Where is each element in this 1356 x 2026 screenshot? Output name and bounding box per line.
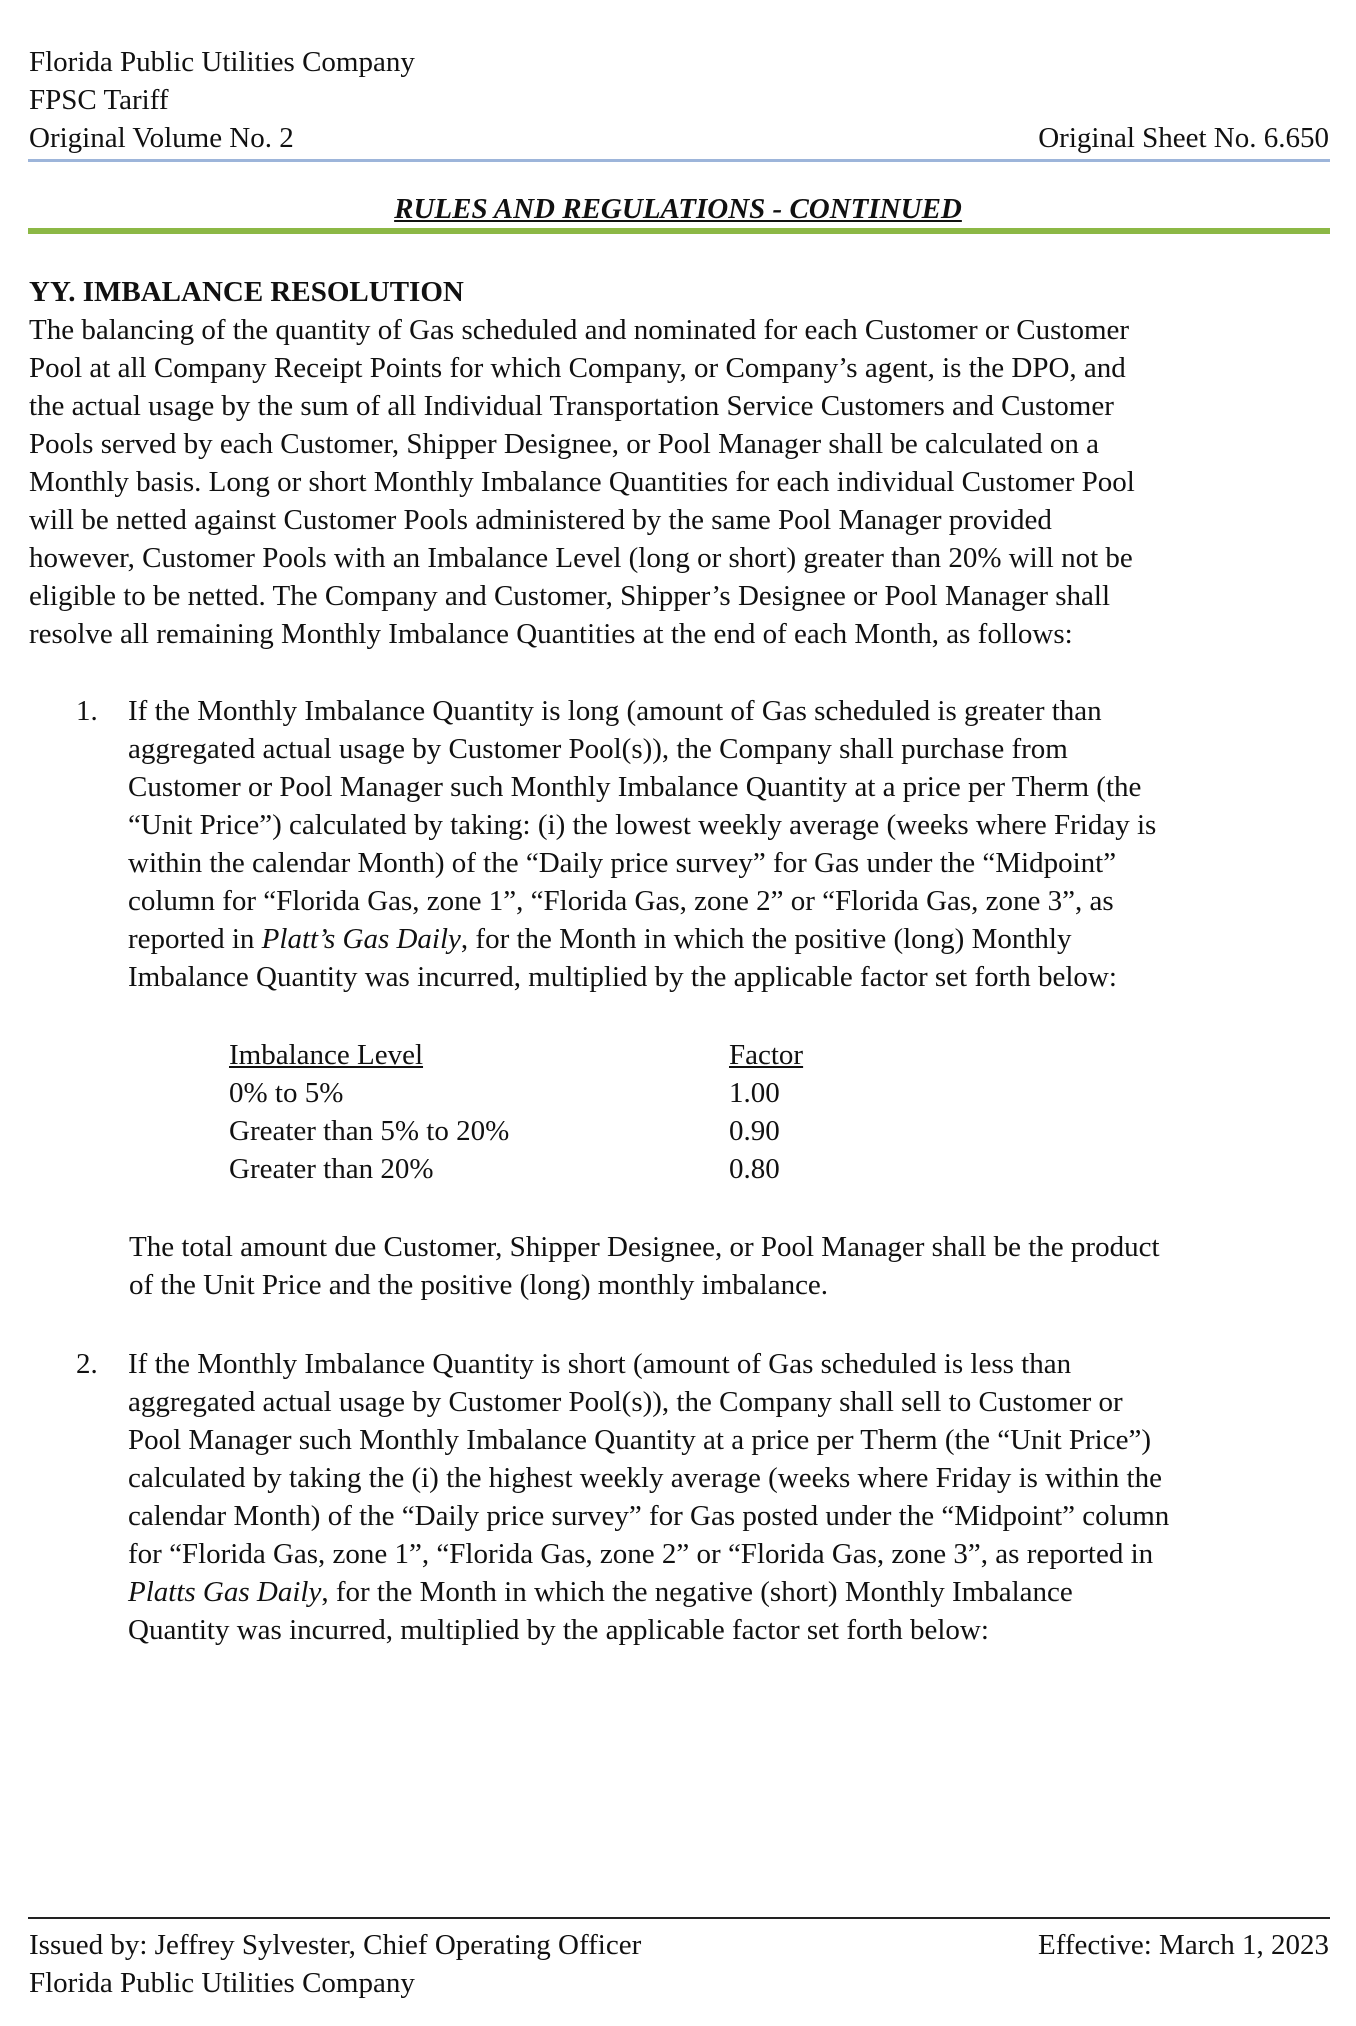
intro-line: eligible to be netted. The Company and Customer, Shipper’s Designee or Pool Manager shall [29,580,1111,612]
intro-line: Pools served by each Customer, Shipper Designee, or Pool Manager shall be calculated on a [29,428,1099,460]
factor-value: 0.90 [729,1115,780,1147]
intro-line: Pool at all Company Receipt Points for which Company, or Company’s agent, is the DPO, and [29,352,1126,384]
publication-name: Platt’s Gas Daily [261,923,461,955]
intro-line: however, Customer Pools with an Imbalance Level (long or short) greater than 20% will not be [29,542,1133,574]
intro-line: Monthly basis. Long or short Monthly Imbalance Quantities for each individual Customer Pool [29,466,1135,498]
list-item-text [128,692,1156,996]
list-item-number: 2. [76,1348,98,1380]
intro-line: will be netted against Customer Pools administered by the same Pool Manager provided [29,504,1052,536]
section-divider [28,228,1330,234]
item-line: Customer or Pool Manager such Monthly Imbalance Quantity at a price per Therm (the [128,771,1142,803]
footer-divider [28,1917,1330,1919]
paragraph-line: The total amount due Customer, Shipper Designee, or Pool Manager shall be the product [129,1231,1160,1263]
item-line: “Unit Price”) calculated by taking: (i) the lowest weekly average (weeks where Friday is [128,809,1157,841]
intro-line: The balancing of the quantity of Gas scheduled and nominated for each Customer or Customer [29,314,1130,346]
factor-table [229,1036,849,1188]
item-line: for “Florida Gas, zone 1”, “Florida Gas, zone 2” or “Florida Gas, zone 3”, as reported in [128,1538,1154,1570]
intro-line: the actual usage by the sum of all Individual Transportation Service Customers and Customer [29,390,1114,422]
header-imbalance-level: Imbalance Level [229,1039,424,1071]
table-row [229,1150,849,1188]
list-item-text [128,1345,1169,1649]
header-factor: Factor [729,1039,804,1071]
item-line: Imbalance Quantity was incurred, multiplied by the applicable factor set forth below: [128,961,1117,993]
list-item-number: 1. [76,695,98,727]
item-line: Quantity was incurred, multiplied by the applicable factor set forth below: [128,1614,989,1646]
footer-effective-date: Effective: March 1, 2023 [1038,1929,1329,1961]
header-divider [28,159,1330,162]
header-volume: Original Volume No. 2 [29,122,294,154]
item-line: within the calendar Month) of the “Daily price survey” for Gas under the “Midpoint” [128,847,1117,879]
table-row [229,1074,849,1112]
footer-company: Florida Public Utilities Company [29,1967,415,1999]
item-line: If the Monthly Imbalance Quantity is short (amount of Gas scheduled is less than [128,1348,1072,1380]
imbalance-level: Greater than 5% to 20% [229,1115,510,1147]
total-amount-paragraph [129,1228,1356,1304]
item-line: aggregated actual usage by Customer Pool(s)), the Company shall purchase from [128,733,1068,765]
imbalance-level: Greater than 20% [229,1153,434,1185]
header-sheet-number: Original Sheet No. 6.650 [1038,122,1329,154]
table-row [229,1112,849,1150]
footer-issued-row [29,1926,1329,1964]
item-line-tail: , for the Month in which the negative (short) Monthly Imbalance [321,1576,1073,1608]
paragraph-line: of the Unit Price and the positive (long) monthly imbalance. [129,1269,829,1301]
factor-value: 1.00 [729,1077,780,1109]
item-line: aggregated actual usage by Customer Pool(s)), the Company shall sell to Customer or [128,1386,1123,1418]
item-line-tail: , for the Month in which the positive (long) Monthly [460,923,1072,955]
intro-line: resolve all remaining Monthly Imbalance Quantities at the end of each Month, as follows: [29,618,1073,650]
item-line: Pool Manager such Monthly Imbalance Quantity at a price per Therm (the “Unit Price”) [128,1424,1151,1456]
item-line: calendar Month) of the “Daily price survey” for Gas posted under the “Midpoint” column [128,1500,1170,1532]
item-line: If the Monthly Imbalance Quantity is long (amount of Gas scheduled is greater than [128,695,1102,727]
section-title: RULES AND REGULATIONS - CONTINUED [394,193,962,225]
item-line: calculated by taking the (i) the highest weekly average (weeks where Friday is within the [128,1462,1162,1494]
factor-value: 0.80 [729,1153,780,1185]
publication-name: Platts Gas Daily [128,1576,322,1608]
rule-heading: YY. IMBALANCE RESOLUTION [29,276,464,308]
item-line [128,920,1156,958]
header-tariff: FPSC Tariff [29,84,169,116]
factor-table-header [229,1036,849,1074]
item-line-lead: reported in [128,923,262,955]
footer-issued-by: Issued by: Jeffrey Sylvester, Chief Operating Officer [29,1929,642,1961]
header-company: Florida Public Utilities Company [29,46,415,78]
header-volume-row [29,119,1329,157]
item-line [128,1573,1169,1611]
imbalance-level: 0% to 5% [229,1077,344,1109]
item-line: column for “Florida Gas, zone 1”, “Florida Gas, zone 2” or “Florida Gas, zone 3”, as [128,885,1114,917]
intro-paragraph [29,311,1329,653]
